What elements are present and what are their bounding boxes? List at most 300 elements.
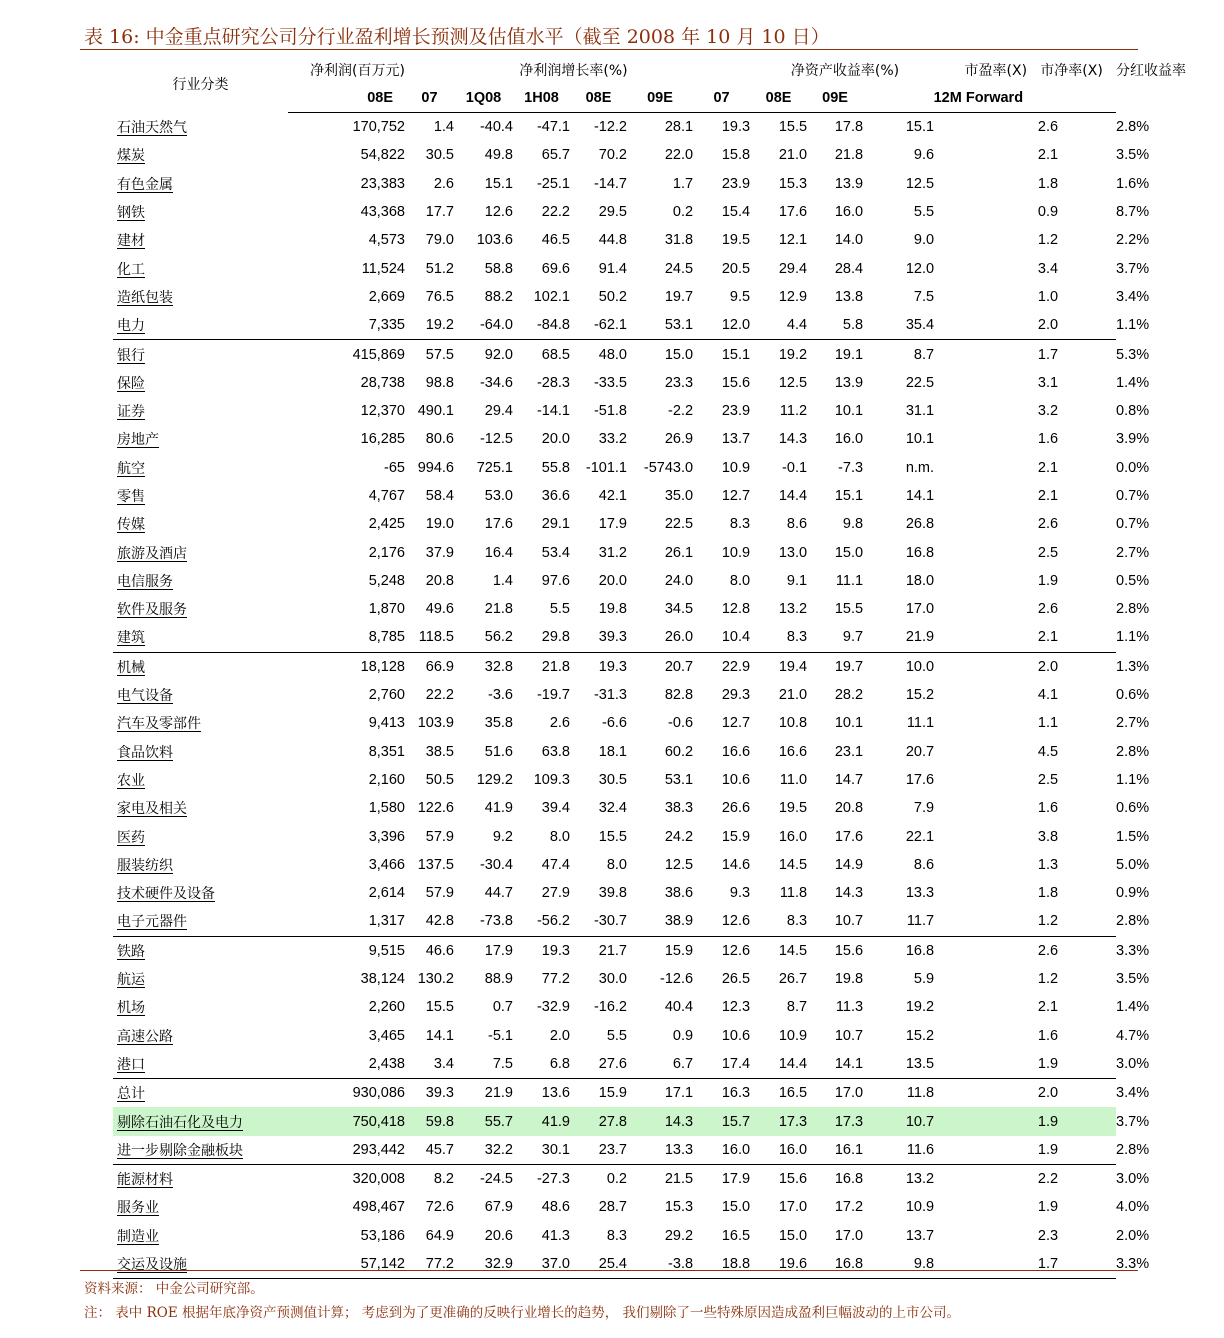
cell-r2: 14.3 <box>778 431 808 448</box>
cell-r3: 16.0 <box>834 431 864 448</box>
cell-g3: 21.7 <box>570 936 627 965</box>
cell-g2: -25.1 <box>536 175 570 192</box>
cell-np: 1,317 <box>368 913 405 930</box>
industry-name: 软件及服务 <box>117 602 187 619</box>
cell-pb: 1.2 <box>1037 232 1059 249</box>
cell-r2: 14.4 <box>778 488 808 504</box>
cell-np07: 14.1 <box>425 1027 454 1044</box>
cell-np07: 80.6 <box>425 431 454 448</box>
cell-np07: 20.8 <box>425 572 454 589</box>
cell-pe: 5.9 <box>913 971 935 988</box>
cell-g2: 47.4 <box>541 856 570 873</box>
cell-pe: 9.8 <box>863 1250 940 1279</box>
industry-name: 化工 <box>117 261 145 278</box>
cell-g2: 65.7 <box>541 147 570 164</box>
cell-np07: 15.5 <box>425 999 454 1016</box>
cell-r1: 16.0 <box>721 1141 751 1158</box>
cell-g4: 38.9 <box>664 913 694 930</box>
cell-r1: 16.5 <box>721 1227 751 1244</box>
cell-r3: 5.8 <box>842 317 864 334</box>
cell-g4: 1.7 <box>672 175 694 192</box>
sub-header: 08E <box>750 84 807 113</box>
cell-pe: 12.0 <box>905 260 935 277</box>
cell-np07: 42.8 <box>425 913 454 930</box>
industry-name: 保险 <box>117 375 145 392</box>
cell-pe: 9.6 <box>913 147 935 164</box>
cell-r3: 13.9 <box>834 374 864 391</box>
table-row: 建材 4,573 79.0 103.6 46.5 44.8 31.8 19.5 12.1 14.0 9.0 1.2 2.2% <box>113 226 1116 254</box>
industry-name: 汽车及零部件 <box>117 716 201 733</box>
cell-r3: 15.1 <box>834 488 864 504</box>
cell-np: 2,176 <box>368 544 405 561</box>
table-row: 造纸包装 2,669 76.5 88.2 102.1 50.2 19.7 9.5 12.9 13.8 7.5 1.0 3.4% <box>113 283 1116 311</box>
cell-r2: 16.0 <box>778 828 808 845</box>
cell-pe: 14.1 <box>905 488 935 504</box>
cell-pb: 4.1 <box>1037 687 1059 704</box>
cell-g3: 32.4 <box>598 800 627 817</box>
cell-r1: 17.4 <box>721 1055 751 1072</box>
cell-g3: 29.5 <box>598 204 627 221</box>
cell-np07: 58.4 <box>425 488 454 504</box>
table-row: 传媒 2,425 19.0 17.6 29.1 17.9 22.5 8.3 8.6 9.8 26.8 2.6 0.7% <box>113 510 1116 538</box>
cell-np: 5,248 <box>368 572 405 589</box>
cell-r1: 8.0 <box>729 572 751 589</box>
cell-g2: 63.8 <box>541 743 570 760</box>
industry-name: 建材 <box>117 233 145 250</box>
cell-g4: 82.8 <box>664 687 694 704</box>
cell-r3: 20.8 <box>834 800 864 817</box>
cell-g3: 30.5 <box>598 771 627 788</box>
cell-np: 28,738 <box>360 374 405 391</box>
cell-pe: 11.8 <box>863 1079 940 1108</box>
cell-np: 53,186 <box>360 1227 405 1244</box>
industry-name: 电气设备 <box>117 688 173 705</box>
table-row: 总计 930,086 39.3 21.9 13.6 15.9 17.1 16.3 16.5 17.0 11.8 2.0 3.4% <box>113 1079 1116 1108</box>
cell-r1: 10.4 <box>721 629 751 646</box>
cell-r2: 16.6 <box>778 743 808 760</box>
cell-r1: 15.8 <box>721 147 751 164</box>
cell-r3: 17.0 <box>807 1079 863 1108</box>
cell-g1: 21.8 <box>484 601 513 618</box>
cell-pe: 12.5 <box>905 175 935 192</box>
cell-np07: 46.6 <box>405 936 454 965</box>
industry-name: 建筑 <box>117 630 145 647</box>
cell-r1: 29.3 <box>721 687 751 704</box>
cell-g3: 15.9 <box>570 1079 627 1108</box>
cell-pe: 17.6 <box>905 771 935 788</box>
cell-g1: 21.9 <box>454 1079 513 1108</box>
cell-np07: 994.6 <box>417 459 454 476</box>
cell-g4: 24.5 <box>664 260 694 277</box>
cell-g2: -19.7 <box>536 687 570 704</box>
cell-r1: 20.5 <box>721 260 751 277</box>
cell-g1: 20.6 <box>484 1227 513 1244</box>
industry-name: 农业 <box>117 772 145 789</box>
cell-pb: 2.1 <box>1037 147 1059 164</box>
cell-g2: 55.8 <box>541 459 570 476</box>
cell-g2: -28.3 <box>536 374 570 391</box>
cell-g1: 58.8 <box>484 260 513 277</box>
cell-r2: 21.0 <box>778 147 808 164</box>
bottom-rule <box>80 1270 1138 1271</box>
cell-r2: 12.9 <box>778 288 808 305</box>
cell-pb: 1.6 <box>1037 800 1059 817</box>
cell-g3: 15.5 <box>598 828 627 845</box>
table-row: 旅游及酒店 2,176 37.9 16.4 53.4 31.2 26.1 10.9 13.0 15.0 16.8 2.5 2.7% <box>113 538 1116 566</box>
industry-name: 电信服务 <box>117 573 173 590</box>
growth-header: 净利润增长率(%) <box>519 63 628 79</box>
cell-r3: 11.3 <box>835 999 864 1016</box>
cell-g4: 14.3 <box>627 1107 693 1135</box>
header-row-1: 行业分类 净利润(百万元) 净利润增长率(%) 净资产收益率(%) 市盈率(X) 市净率(X) 分红收益率 <box>113 56 1116 84</box>
cell-g2: 53.4 <box>541 544 570 561</box>
cell-r3: 17.0 <box>834 1227 864 1244</box>
cell-g1: 56.2 <box>484 629 513 646</box>
cell-g1: 103.6 <box>476 232 513 249</box>
cell-g3: 48.0 <box>570 340 627 369</box>
industry-name: 钢铁 <box>117 205 145 222</box>
cell-r3: -7.3 <box>838 459 864 476</box>
cell-g1: -3.6 <box>488 687 513 704</box>
cell-g3: 33.2 <box>598 431 627 448</box>
cell-r2: 29.4 <box>778 260 808 277</box>
industry-name: 石油天然气 <box>117 119 187 136</box>
cell-r3: 14.9 <box>834 856 864 873</box>
cell-r3: 15.0 <box>834 544 864 561</box>
cell-pe: 10.9 <box>905 1199 935 1216</box>
cell-np: 3,465 <box>368 1027 405 1044</box>
cell-pb: 2.0 <box>940 1079 1116 1108</box>
cell-g3: 23.7 <box>598 1141 627 1158</box>
net-profit-header: 净利润(百万元) <box>310 63 405 79</box>
cell-g3: 19.3 <box>570 652 627 681</box>
table-row: 机场 2,260 15.5 0.7 -32.9 -16.2 40.4 12.3 8.7 11.3 19.2 2.1 1.4% <box>113 993 1116 1021</box>
pb-header: 市净率(X) <box>1040 63 1103 79</box>
cell-r3: 9.8 <box>842 516 864 533</box>
cell-r3: 9.7 <box>842 629 864 646</box>
cell-r1: 12.8 <box>721 601 751 618</box>
industry-name: 旅游及酒店 <box>117 545 187 562</box>
cell-g2: 41.3 <box>541 1227 570 1244</box>
cell-pe: 10.7 <box>863 1107 940 1135</box>
cell-r3: 17.6 <box>834 828 864 845</box>
cell-g1: 35.8 <box>484 715 513 732</box>
table-row: 技术硬件及设备 2,614 57.9 44.7 27.9 39.8 38.6 9.3 11.8 14.3 13.3 1.8 0.9% <box>113 879 1116 907</box>
industry-name: 高速公路 <box>117 1028 173 1045</box>
industry-name: 港口 <box>117 1056 145 1073</box>
cell-g4: 23.3 <box>664 374 694 391</box>
cell-r1: 9.5 <box>729 288 751 305</box>
cell-np: 498,467 <box>352 1199 405 1216</box>
cell-pe: n.m. <box>905 459 935 476</box>
cell-np07: 72.6 <box>425 1199 454 1216</box>
cell-g3: 70.2 <box>598 147 627 164</box>
table-row: 石油天然气 170,752 1.4 -40.4 -47.1 -12.2 28.1 19.3 15.5 17.8 15.1 2.6 2.8% <box>113 113 1116 142</box>
cell-np: 4,767 <box>368 488 405 504</box>
cell-g4: 15.3 <box>664 1199 694 1216</box>
cell-pe: 16.8 <box>863 936 940 965</box>
cell-r2: 19.2 <box>750 340 807 369</box>
cell-r2: 10.9 <box>778 1027 808 1044</box>
cell-g2: 30.1 <box>541 1141 570 1158</box>
industry-forecast-table <box>113 56 1187 1279</box>
cell-pe: 17.0 <box>905 601 935 618</box>
cell-r3: 10.1 <box>834 403 864 420</box>
cell-g4: 24.0 <box>664 572 694 589</box>
cell-pe: 22.1 <box>905 828 935 845</box>
cell-r1: 13.7 <box>721 431 751 448</box>
cell-pe: 21.9 <box>905 629 935 646</box>
cell-pb: 2.6 <box>1037 601 1059 618</box>
cell-pb: 1.2 <box>1037 913 1059 930</box>
table-row: 化工 11,524 51.2 58.8 69.6 91.4 24.5 20.5 29.4 28.4 12.0 3.4 3.7% <box>113 254 1116 282</box>
cell-g2: 19.3 <box>513 936 570 965</box>
industry-name: 剔除石油石化及电力 <box>113 1107 288 1135</box>
cell-r2: 16.0 <box>778 1141 808 1158</box>
cell-pe: 13.5 <box>905 1055 935 1072</box>
cell-r3: 17.2 <box>834 1199 864 1216</box>
cell-r3: 10.1 <box>834 715 864 732</box>
cell-np07: 51.2 <box>425 260 454 277</box>
cell-g1: 15.1 <box>484 175 513 192</box>
cell-r1: 18.8 <box>693 1250 750 1279</box>
cell-np07: 1.4 <box>433 119 454 136</box>
cell-np: 3,396 <box>368 828 405 845</box>
cell-pe: 22.5 <box>905 374 935 391</box>
cell-g4: 40.4 <box>664 999 694 1016</box>
cell-r1: 10.6 <box>721 1027 751 1044</box>
industry-name: 造纸包装 <box>117 289 173 306</box>
cell-r3: 14.0 <box>834 232 864 249</box>
cell-pb: 1.9 <box>1037 1199 1059 1216</box>
cell-pb: 2.6 <box>1037 119 1059 136</box>
cell-pe: 9.0 <box>913 232 935 249</box>
cell-np07: 22.2 <box>425 687 454 704</box>
cell-r2: 13.2 <box>778 601 808 618</box>
cell-np: 3,466 <box>368 856 405 873</box>
cell-r2: 19.6 <box>750 1250 807 1279</box>
cell-g1: 1.4 <box>492 572 513 589</box>
cell-np: 2,160 <box>368 771 405 788</box>
cell-r2: 11.8 <box>779 885 808 902</box>
cell-g2: 29.1 <box>541 516 570 533</box>
cell-r3: 10.7 <box>834 913 864 930</box>
cell-g1: 9.2 <box>492 828 513 845</box>
table-row: 港口 2,438 3.4 7.5 6.8 27.6 6.7 17.4 14.4 14.1 13.5 1.9 3.0% <box>113 1050 1116 1079</box>
cell-r2: 15.3 <box>778 175 808 192</box>
table-body <box>113 113 1150 1279</box>
cell-g1: 12.6 <box>484 204 513 221</box>
cell-np: 750,418 <box>288 1107 405 1135</box>
industry-name: 制造业 <box>117 1228 159 1245</box>
cell-pb: 2.3 <box>1037 1227 1059 1244</box>
cell-np: 170,752 <box>352 119 405 136</box>
cell-g1: 88.9 <box>484 971 513 988</box>
cell-g2: 27.9 <box>541 885 570 902</box>
industry-name: 医药 <box>117 829 145 846</box>
cell-r2: 9.1 <box>786 572 808 589</box>
cell-r2: 8.7 <box>786 999 808 1016</box>
cell-g4: 34.5 <box>664 601 694 618</box>
cell-np07: 37.9 <box>425 544 454 561</box>
cell-pb: 2.2 <box>940 1164 1116 1193</box>
table-row: 汽车及零部件 9,413 103.9 35.8 2.6 -6.6 -0.6 12.7 10.8 10.1 11.1 1.1 2.7% <box>113 709 1116 737</box>
cell-np07: 98.8 <box>425 374 454 391</box>
cell-pb: 1.7 <box>940 340 1116 369</box>
cell-g2: -84.8 <box>536 317 570 334</box>
cell-np: 16,285 <box>360 431 405 448</box>
cell-g4: 19.7 <box>664 288 694 305</box>
cell-r2: 17.6 <box>778 204 808 221</box>
cell-pe: 10.0 <box>863 652 940 681</box>
cell-pb: 1.1 <box>1037 715 1059 732</box>
cell-g2: 97.6 <box>541 572 570 589</box>
cell-r3: 10.7 <box>834 1027 864 1044</box>
cell-g3: -16.2 <box>593 999 627 1016</box>
cell-g1: 16.4 <box>484 544 513 561</box>
cell-r3: 11.1 <box>835 572 864 589</box>
cell-np: 12,370 <box>360 403 405 420</box>
cell-np: 1,870 <box>368 601 405 618</box>
cell-r2: 11.0 <box>779 771 808 788</box>
cell-r3: 16.1 <box>834 1141 864 1158</box>
cell-pb: 1.6 <box>1037 431 1059 448</box>
cell-r3: 23.1 <box>834 743 864 760</box>
cell-r1: 9.3 <box>729 885 751 902</box>
cell-np07: 118.5 <box>418 629 454 646</box>
cell-pe: 13.7 <box>905 1227 935 1244</box>
cell-pb: 2.1 <box>1037 999 1059 1016</box>
cell-g1: 49.8 <box>484 147 513 164</box>
table-row: 证券 12,370 490.1 29.4 -14.1 -51.8 -2.2 23.9 11.2 10.1 31.1 3.2 0.8% <box>113 397 1116 425</box>
cell-g3: -51.8 <box>593 403 627 420</box>
cell-np07: 45.7 <box>425 1141 454 1158</box>
cell-pb: 2.1 <box>1037 459 1059 476</box>
cell-g1: 32.9 <box>454 1250 513 1279</box>
cell-g4: 38.6 <box>664 885 694 902</box>
cell-r1: 17.9 <box>693 1164 750 1193</box>
cell-g2: 5.5 <box>549 601 570 618</box>
cell-r3: 13.8 <box>834 288 864 305</box>
cell-np: 18,128 <box>288 652 405 681</box>
industry-name: 机场 <box>117 1000 145 1017</box>
industry-name: 航运 <box>117 972 145 989</box>
cell-r3: 19.1 <box>807 340 863 369</box>
cell-np: 7,335 <box>368 317 405 334</box>
cell-r2: 15.0 <box>778 1227 808 1244</box>
cell-g2: -27.3 <box>513 1164 570 1193</box>
cell-r1: 23.9 <box>721 175 751 192</box>
table-row: 医药 3,396 57.9 9.2 8.0 15.5 24.2 15.9 16.0 17.6 22.1 3.8 1.5% <box>113 822 1116 850</box>
cell-r2: 8.3 <box>786 913 808 930</box>
table-row: 能源材料 320,008 8.2 -24.5 -27.3 0.2 21.5 17.9 15.6 16.8 13.2 2.2 3.0% <box>113 1164 1116 1193</box>
cell-g3: 19.8 <box>598 601 627 618</box>
table-row: 服务业 498,467 72.6 67.9 48.6 28.7 15.3 15.0 17.0 17.2 10.9 1.9 4.0% <box>113 1193 1116 1221</box>
cell-pb: 1.3 <box>1037 856 1059 873</box>
cell-g4: -3.8 <box>627 1250 693 1279</box>
sub-header: 1H08 <box>513 84 570 113</box>
cell-r3: 13.9 <box>834 175 864 192</box>
cell-pb: 3.4 <box>1037 260 1059 277</box>
cell-g4: 15.9 <box>627 936 693 965</box>
cell-r1: 19.5 <box>721 232 751 249</box>
industry-name: 服装纺织 <box>117 857 173 874</box>
table-row: 进一步剔除金融板块 293,442 45.7 32.2 30.1 23.7 13.3 16.0 16.0 16.1 11.6 1.9 2.8% <box>113 1136 1116 1165</box>
table-row: 建筑 8,785 118.5 56.2 29.8 39.3 26.0 10.4 8.3 9.7 21.9 2.1 1.1% <box>113 623 1116 652</box>
cell-pe: 11.6 <box>906 1141 935 1158</box>
cell-r3: 17.8 <box>834 119 864 136</box>
sub-header: 07 <box>693 84 750 113</box>
cell-r3: 14.3 <box>834 885 864 902</box>
cell-np07: 19.0 <box>425 516 454 533</box>
cell-np07: 57.9 <box>425 885 454 902</box>
cell-pe: 15.1 <box>905 119 935 136</box>
cell-g4: 53.1 <box>664 317 694 334</box>
sub-header: 1Q08 <box>454 84 513 113</box>
cell-g1: 67.9 <box>484 1199 513 1216</box>
cell-r2: 4.4 <box>786 317 808 334</box>
cell-g2: 41.9 <box>513 1107 570 1135</box>
cell-r2: 15.6 <box>750 1164 807 1193</box>
cell-np: 43,368 <box>360 204 405 221</box>
table-row: 服装纺织 3,466 137.5 -30.4 47.4 8.0 12.5 14.6 14.5 14.9 8.6 1.3 5.0% <box>113 851 1116 879</box>
cell-g1: 0.7 <box>492 999 513 1016</box>
table-row: 铁路 9,515 46.6 17.9 19.3 21.7 15.9 12.6 14.5 15.6 16.8 2.6 3.3% <box>113 936 1116 965</box>
table-row: 电力 7,335 19.2 -64.0 -84.8 -62.1 53.1 12.0 4.4 5.8 35.4 2.0 1.1% <box>113 311 1116 340</box>
table-row: 软件及服务 1,870 49.6 21.8 5.5 19.8 34.5 12.8 13.2 15.5 17.0 2.6 2.8% <box>113 595 1116 623</box>
cell-g3: 28.7 <box>598 1199 627 1216</box>
cell-r2: 17.0 <box>778 1199 808 1216</box>
cell-r3: 21.8 <box>834 147 864 164</box>
table-row: 交运及设施 57,142 77.2 32.9 37.0 25.4 -3.8 18.8 19.6 16.8 9.8 1.7 3.3% <box>113 1250 1116 1279</box>
cell-g2: 2.6 <box>549 715 570 732</box>
cell-pb: 4.5 <box>1037 743 1059 760</box>
cell-np: 8,785 <box>368 629 405 646</box>
cell-np07: 122.6 <box>417 800 454 817</box>
cell-g1: 32.2 <box>484 1141 513 1158</box>
cell-pe: 31.1 <box>905 403 935 420</box>
industry-name: 进一步剔除金融板块 <box>117 1142 243 1159</box>
cell-g3: 5.5 <box>606 1027 627 1044</box>
cell-r1: 15.1 <box>693 340 750 369</box>
cell-g4: 15.0 <box>627 340 693 369</box>
forward-header: 12M Forward <box>863 84 1027 113</box>
cell-pe: 13.3 <box>905 885 935 902</box>
pe-header: 市盈率(X) <box>964 63 1028 79</box>
cell-np: 4,573 <box>368 232 405 249</box>
cell-g3: 17.9 <box>598 516 627 533</box>
cell-r1: 26.6 <box>721 800 751 817</box>
cell-g3: -62.1 <box>593 317 627 334</box>
cell-g2: 46.5 <box>541 232 570 249</box>
cell-np: 9,413 <box>368 715 405 732</box>
cell-g2: 77.2 <box>541 971 570 988</box>
cell-r1: 12.6 <box>721 913 751 930</box>
table-row: 食品饮料 8,351 38.5 51.6 63.8 18.1 60.2 16.6 16.6 23.1 20.7 4.5 2.8% <box>113 738 1116 766</box>
cell-g3: 39.8 <box>598 885 627 902</box>
cell-g3: 25.4 <box>570 1250 627 1279</box>
cell-g1: -34.6 <box>479 374 513 391</box>
table-row: 航空 -65 994.6 725.1 55.8 -101.1 -5743.0 10.9 -0.1 -7.3 n.m. 2.1 0.0% <box>113 454 1116 482</box>
cell-np07: 57.5 <box>405 340 454 369</box>
cell-pe: 11.1 <box>906 715 935 732</box>
industry-name: 电子元器件 <box>117 914 187 931</box>
cell-g3: -14.7 <box>593 175 627 192</box>
industry-name: 铁路 <box>113 936 288 965</box>
cell-g3: -30.7 <box>593 913 627 930</box>
cell-g3: 27.6 <box>598 1055 627 1072</box>
cell-pe: 5.5 <box>913 204 935 221</box>
